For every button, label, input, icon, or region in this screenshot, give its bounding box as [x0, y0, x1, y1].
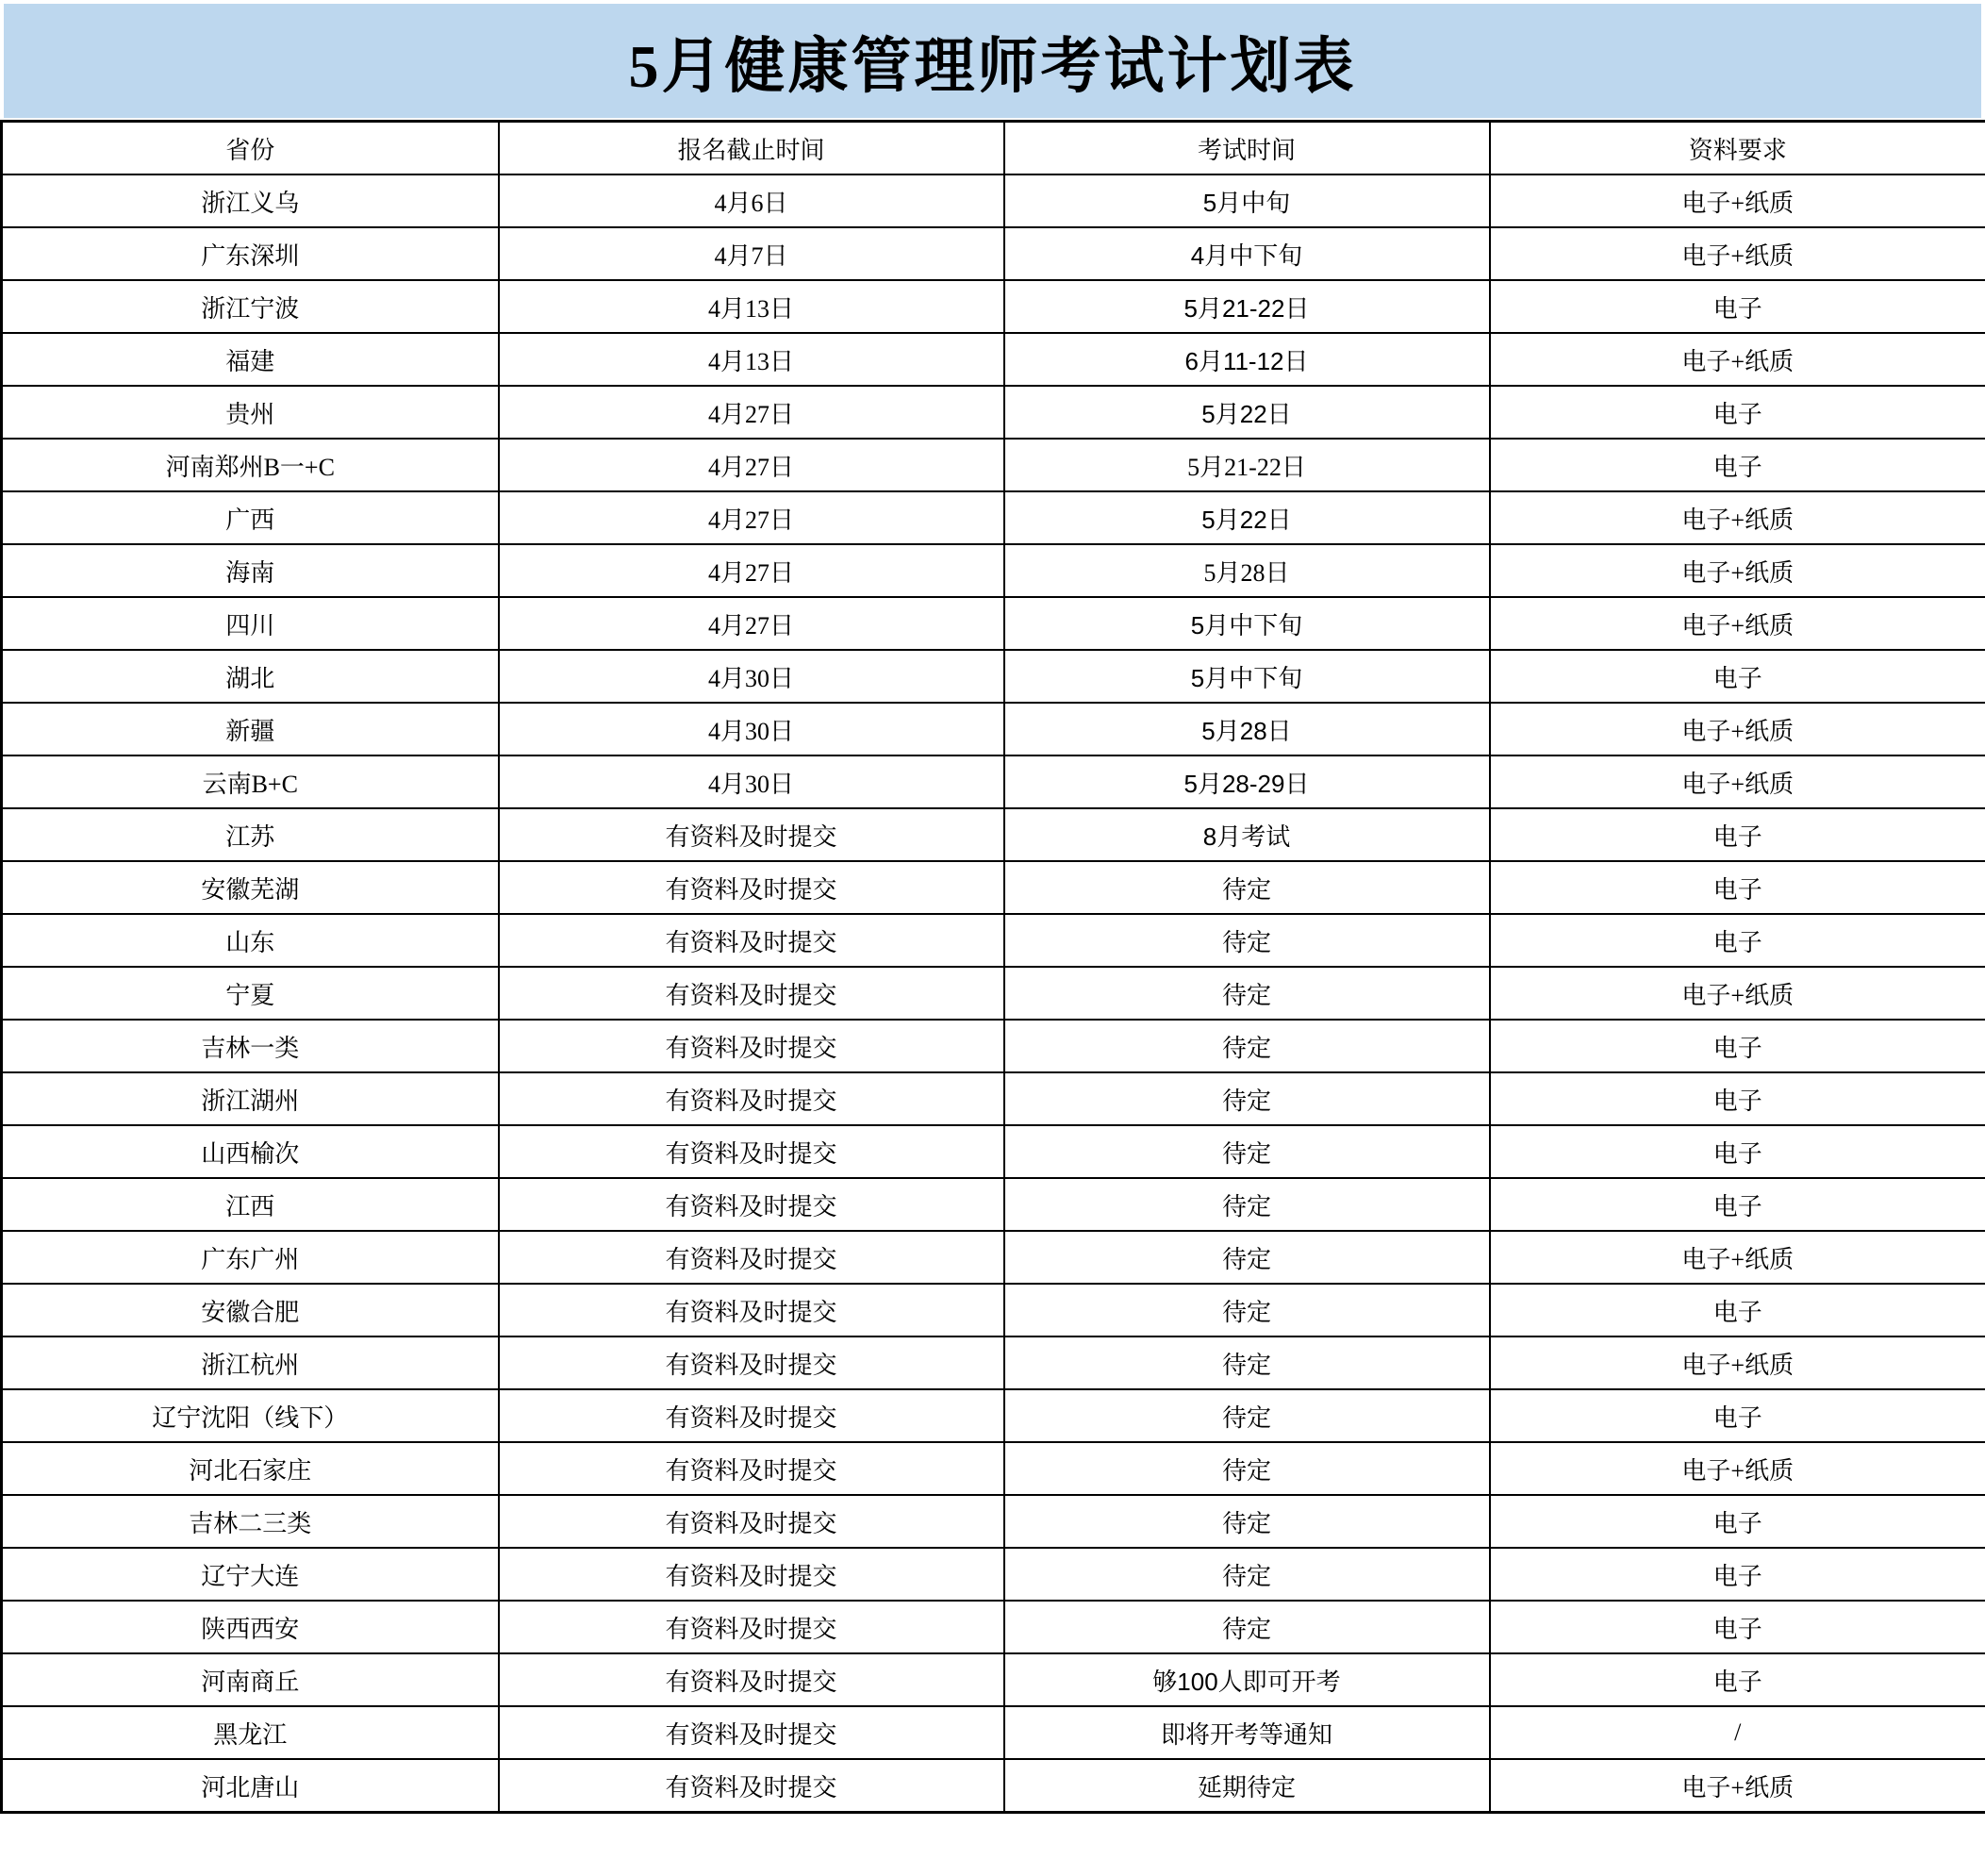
province-cell: 海南 [2, 544, 499, 597]
column-header-materials: 资料要求 [1490, 122, 1985, 175]
table-row [2, 1389, 1985, 1442]
table-row [2, 1336, 1985, 1389]
table-row [2, 1759, 1985, 1813]
materials-cell: 电子 [1490, 1495, 1985, 1548]
table-row [2, 1072, 1985, 1125]
materials-cell: 电子 [1490, 1284, 1985, 1336]
materials-cell: 电子+纸质 [1490, 597, 1985, 650]
exam-time-cell: 待定 [1004, 1231, 1490, 1284]
province-cell: 浙江湖州 [2, 1072, 499, 1125]
table-row [2, 174, 1985, 227]
deadline-cell: 4月27日 [499, 491, 1004, 544]
exam-time-cell: 5月28-29日 [1004, 755, 1490, 808]
province-cell: 黑龙江 [2, 1706, 499, 1759]
table-row [2, 808, 1985, 861]
exam-time-cell: 5月中旬 [1004, 174, 1490, 227]
deadline-cell: 有资料及时提交 [499, 861, 1004, 914]
province-cell: 安徽芜湖 [2, 861, 499, 914]
materials-cell: 电子+纸质 [1490, 703, 1985, 755]
table-row [2, 1548, 1985, 1601]
exam-time-cell: 8月考试 [1004, 808, 1490, 861]
exam-time-cell: 待定 [1004, 1601, 1490, 1653]
province-cell: 河北唐山 [2, 1759, 499, 1813]
materials-cell: 电子+纸质 [1490, 227, 1985, 280]
exam-time-cell: 5月中下旬 [1004, 650, 1490, 703]
province-cell: 湖北 [2, 650, 499, 703]
exam-time-cell: 待定 [1004, 1072, 1490, 1125]
exam-time-cell: 待定 [1004, 1548, 1490, 1601]
deadline-cell: 有资料及时提交 [499, 1653, 1004, 1706]
page-title: 5月健康管理师考试计划表 [629, 18, 1357, 105]
province-cell: 广东广州 [2, 1231, 499, 1284]
exam-time-cell: 待定 [1004, 1389, 1490, 1442]
deadline-cell: 有资料及时提交 [499, 1231, 1004, 1284]
deadline-cell: 4月30日 [499, 703, 1004, 755]
deadline-cell: 有资料及时提交 [499, 1548, 1004, 1601]
table-row [2, 1231, 1985, 1284]
deadline-cell: 有资料及时提交 [499, 1336, 1004, 1389]
table-row [2, 1495, 1985, 1548]
exam-time-cell: 待定 [1004, 914, 1490, 967]
province-cell: 山西榆次 [2, 1125, 499, 1178]
province-cell: 浙江杭州 [2, 1336, 499, 1389]
province-cell: 河南商丘 [2, 1653, 499, 1706]
table-row [2, 1442, 1985, 1495]
column-header-province: 省份 [2, 122, 499, 175]
province-cell: 浙江义乌 [2, 174, 499, 227]
deadline-cell: 有资料及时提交 [499, 1020, 1004, 1072]
materials-cell: 电子+纸质 [1490, 755, 1985, 808]
materials-cell: 电子+纸质 [1490, 1759, 1985, 1813]
table-row [2, 1284, 1985, 1336]
materials-cell: 电子 [1490, 1125, 1985, 1178]
deadline-cell: 4月27日 [499, 597, 1004, 650]
exam-time-cell: 待定 [1004, 1495, 1490, 1548]
province-cell: 河北石家庄 [2, 1442, 499, 1495]
exam-time-cell: 延期待定 [1004, 1759, 1490, 1813]
deadline-cell: 有资料及时提交 [499, 1072, 1004, 1125]
exam-time-cell: 5月28日 [1004, 544, 1490, 597]
column-header-deadline: 报名截止时间 [499, 122, 1004, 175]
exam-time-cell: 待定 [1004, 1020, 1490, 1072]
province-cell: 辽宁沈阳（线下） [2, 1389, 499, 1442]
table-row [2, 227, 1985, 280]
exam-time-cell: 4月中下旬 [1004, 227, 1490, 280]
province-cell: 福建 [2, 333, 499, 386]
exam-time-cell: 待定 [1004, 861, 1490, 914]
materials-cell: 电子 [1490, 650, 1985, 703]
deadline-cell: 有资料及时提交 [499, 1284, 1004, 1336]
deadline-cell: 有资料及时提交 [499, 1759, 1004, 1813]
table-row [2, 544, 1985, 597]
deadline-cell: 4月13日 [499, 333, 1004, 386]
table-row [2, 650, 1985, 703]
exam-time-cell: 5月22日 [1004, 491, 1490, 544]
deadline-cell: 4月7日 [499, 227, 1004, 280]
province-cell: 四川 [2, 597, 499, 650]
table-row [2, 1020, 1985, 1072]
province-cell: 江西 [2, 1178, 499, 1231]
province-cell: 陕西西安 [2, 1601, 499, 1653]
exam-time-cell: 待定 [1004, 1284, 1490, 1336]
province-cell: 吉林一类 [2, 1020, 499, 1072]
materials-cell: 电子+纸质 [1490, 967, 1985, 1020]
province-cell: 宁夏 [2, 967, 499, 1020]
province-cell: 云南B+C [2, 755, 499, 808]
deadline-cell: 4月27日 [499, 544, 1004, 597]
province-cell: 浙江宁波 [2, 280, 499, 333]
table-row [2, 1178, 1985, 1231]
materials-cell: 电子+纸质 [1490, 1336, 1985, 1389]
materials-cell: 电子+纸质 [1490, 174, 1985, 227]
table-row [2, 703, 1985, 755]
materials-cell: 电子+纸质 [1490, 333, 1985, 386]
table-row [2, 597, 1985, 650]
exam-time-cell: 待定 [1004, 1442, 1490, 1495]
exam-time-cell: 5月中下旬 [1004, 597, 1490, 650]
table-row [2, 280, 1985, 333]
materials-cell: 电子 [1490, 1072, 1985, 1125]
exam-time-cell: 5月21-22日 [1004, 280, 1490, 333]
province-cell: 辽宁大连 [2, 1548, 499, 1601]
exam-time-cell: 待定 [1004, 1178, 1490, 1231]
table-row [2, 439, 1985, 491]
materials-cell: 电子+纸质 [1490, 491, 1985, 544]
table-row [2, 491, 1985, 544]
deadline-cell: 有资料及时提交 [499, 1495, 1004, 1548]
deadline-cell: 有资料及时提交 [499, 914, 1004, 967]
materials-cell: 电子 [1490, 861, 1985, 914]
deadline-cell: 4月30日 [499, 755, 1004, 808]
table-row [2, 861, 1985, 914]
deadline-cell: 4月6日 [499, 174, 1004, 227]
materials-cell: 电子+纸质 [1490, 1442, 1985, 1495]
exam-time-cell: 待定 [1004, 1336, 1490, 1389]
deadline-cell: 有资料及时提交 [499, 1178, 1004, 1231]
deadline-cell: 有资料及时提交 [499, 1442, 1004, 1495]
deadline-cell: 有资料及时提交 [499, 967, 1004, 1020]
materials-cell: 电子 [1490, 439, 1985, 491]
materials-cell: 电子 [1490, 1653, 1985, 1706]
province-cell: 贵州 [2, 386, 499, 439]
deadline-cell: 有资料及时提交 [499, 1125, 1004, 1178]
exam-schedule-page [0, 4, 1985, 1876]
table-row [2, 914, 1985, 967]
province-cell: 河南郑州B一+C [2, 439, 499, 491]
province-cell: 吉林二三类 [2, 1495, 499, 1548]
exam-time-cell: 即将开考等通知 [1004, 1706, 1490, 1759]
header-row [2, 122, 1985, 175]
title-band [4, 4, 1981, 118]
deadline-cell: 有资料及时提交 [499, 1389, 1004, 1442]
materials-cell: 电子 [1490, 280, 1985, 333]
exam-time-cell: 待定 [1004, 967, 1490, 1020]
exam-time-cell: 5月22日 [1004, 386, 1490, 439]
table-row [2, 967, 1985, 1020]
table-body [2, 174, 1985, 1813]
table-header [2, 122, 1985, 175]
deadline-cell: 4月30日 [499, 650, 1004, 703]
materials-cell: 电子 [1490, 386, 1985, 439]
table-row [2, 1125, 1985, 1178]
exam-schedule-table [0, 120, 1985, 1814]
materials-cell: / [1490, 1706, 1985, 1759]
table-row [2, 386, 1985, 439]
materials-cell: 电子 [1490, 914, 1985, 967]
exam-time-cell: 5月28日 [1004, 703, 1490, 755]
materials-cell: 电子 [1490, 1020, 1985, 1072]
table-row [2, 333, 1985, 386]
province-cell: 江苏 [2, 808, 499, 861]
exam-time-cell: 6月11-12日 [1004, 333, 1490, 386]
province-cell: 广东深圳 [2, 227, 499, 280]
deadline-cell: 有资料及时提交 [499, 808, 1004, 861]
deadline-cell: 4月13日 [499, 280, 1004, 333]
deadline-cell: 有资料及时提交 [499, 1706, 1004, 1759]
materials-cell: 电子+纸质 [1490, 1231, 1985, 1284]
province-cell: 广西 [2, 491, 499, 544]
deadline-cell: 有资料及时提交 [499, 1601, 1004, 1653]
exam-time-cell: 待定 [1004, 1125, 1490, 1178]
table-row [2, 1653, 1985, 1706]
materials-cell: 电子 [1490, 1178, 1985, 1231]
materials-cell: 电子 [1490, 808, 1985, 861]
exam-time-cell: 够100人即可开考 [1004, 1653, 1490, 1706]
materials-cell: 电子+纸质 [1490, 544, 1985, 597]
materials-cell: 电子 [1490, 1389, 1985, 1442]
table-row [2, 755, 1985, 808]
exam-time-cell: 5月21-22日 [1004, 439, 1490, 491]
column-header-exam-time: 考试时间 [1004, 122, 1490, 175]
province-cell: 安徽合肥 [2, 1284, 499, 1336]
materials-cell: 电子 [1490, 1548, 1985, 1601]
deadline-cell: 4月27日 [499, 439, 1004, 491]
table-row [2, 1706, 1985, 1759]
deadline-cell: 4月27日 [499, 386, 1004, 439]
province-cell: 新疆 [2, 703, 499, 755]
province-cell: 山东 [2, 914, 499, 967]
table-row [2, 1601, 1985, 1653]
materials-cell: 电子 [1490, 1601, 1985, 1653]
